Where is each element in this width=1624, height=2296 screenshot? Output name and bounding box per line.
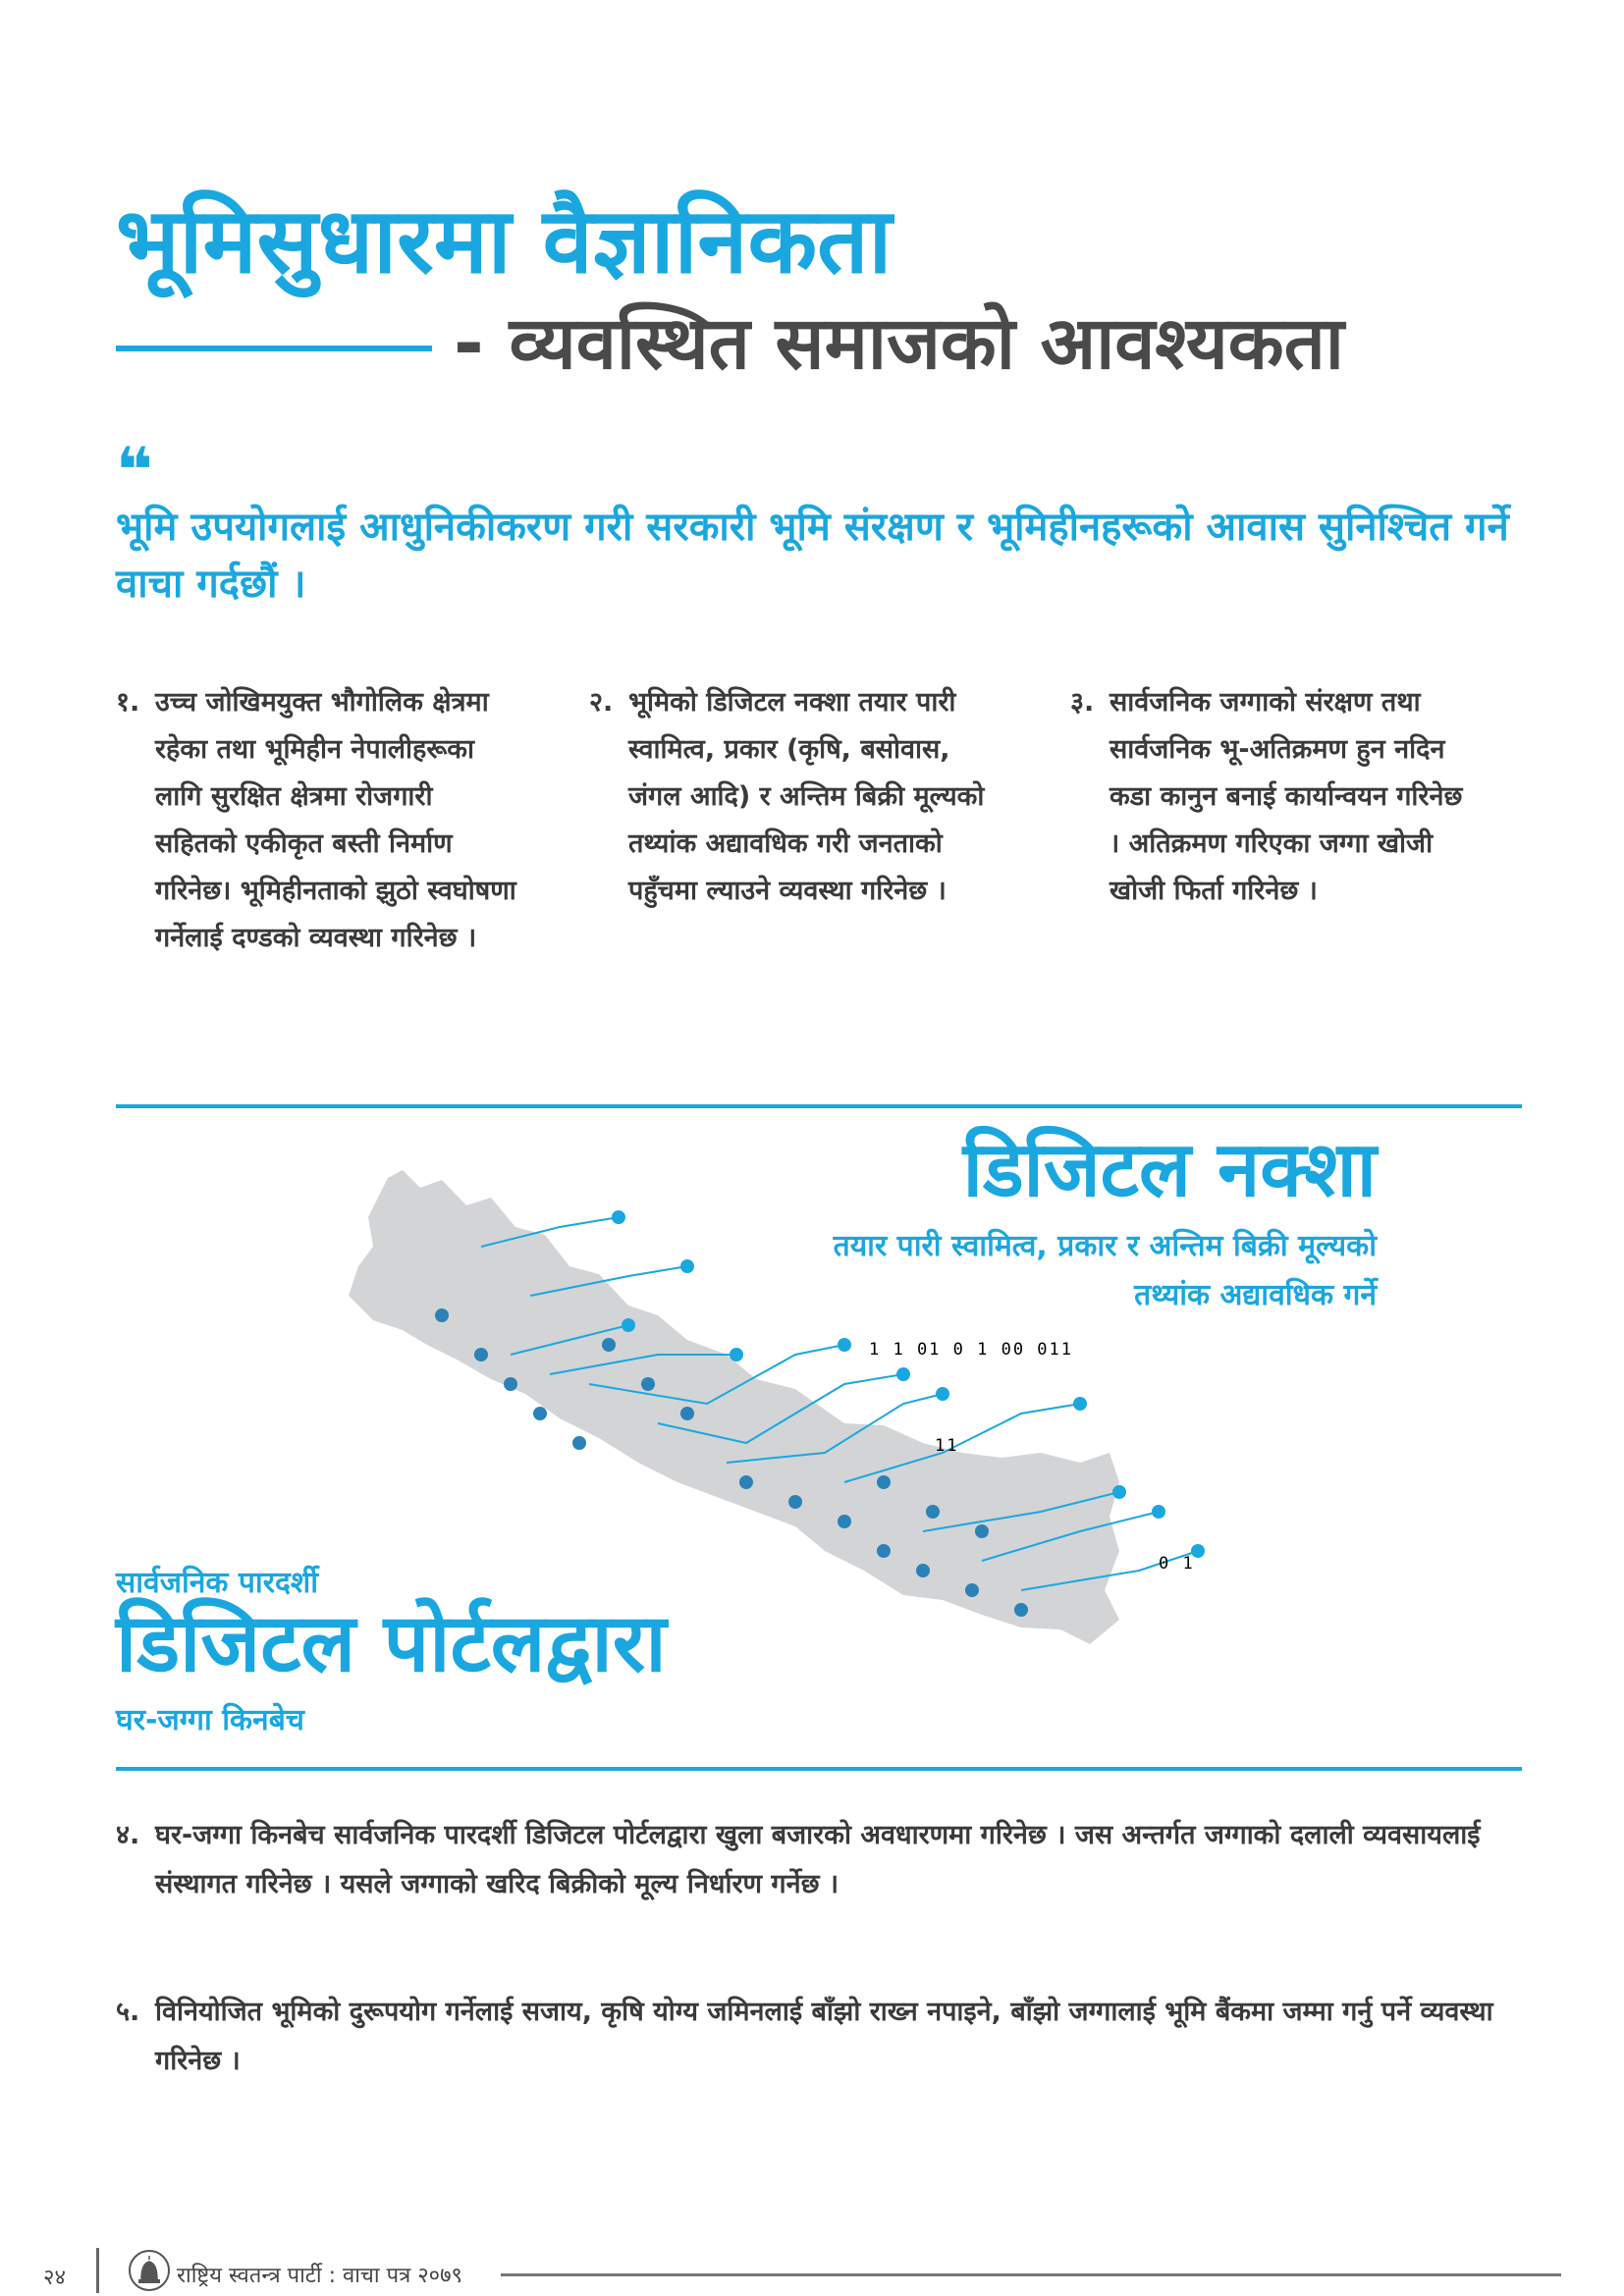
binary-decoration: 11 [935, 1436, 959, 1456]
binary-decoration: 0 1 [1159, 1554, 1195, 1574]
point-3 [1070, 679, 1473, 915]
page-number: २४ [43, 2266, 66, 2290]
portal-kicker: सार्वजनिक पारदर्शी [116, 1566, 319, 1600]
point-1 [116, 679, 518, 962]
pledge-quote: भूमि उपयोगलाई आधुनिकीकरण गरी सरकारी भूमि संरक्षण र भूमिहीनहरूको आवास सुनिश्चित गर्ने वाचा गर्दछौं । [116, 505, 1509, 607]
title-divider [116, 346, 432, 351]
point-number: ३. [1070, 687, 1095, 718]
point-number: १. [116, 687, 140, 718]
digital-map-heading: डिजिटल नक्शा [962, 1126, 1377, 1214]
page-title: भूमिसुधारमा वैज्ञानिकता [116, 188, 893, 294]
point-number: ५. [116, 1997, 140, 2027]
point-text: भूमिको डिजिटल नक्शा तयार पारी स्वामित्व, प्रकार (कृषि, बसोवास, जंगल आदि) र अन्तिम बिक्री मूल्यको तथ्यांक अद्यावधिक गरी जनताको पहुँचमा ल्याउने व्यवस्था गरिनेछ । [628, 687, 985, 906]
page-subtitle: - व्यवस्थित समाजको आवश्यकता [454, 301, 1344, 386]
point-2 [589, 679, 992, 915]
point-number: २. [589, 687, 614, 718]
portal-heading: डिजिटल पोर्टलद्वारा [116, 1597, 667, 1690]
bell-logo-icon [128, 2248, 171, 2293]
footer-title: राष्ट्रिय स्वतन्त्र पार्टी : वाचा पत्र २०७९ [177, 2264, 462, 2288]
point-4 [116, 1811, 1510, 1909]
section-divider-bottom [116, 1767, 1522, 1771]
point-text: सार्वजनिक जग्गाको संरक्षण तथा सार्वजनिक भू-अतिक्रमण हुन नदिन कडा कानुन बनाई कार्यान्वयन गरिनेछ । अतिक्रमण गरिएका जग्गा खोजी खोजी फिर्ता गरिनेछ । [1110, 687, 1463, 906]
footer-separator [96, 2248, 99, 2293]
point-5 [116, 1988, 1510, 2086]
section-divider-top [116, 1104, 1522, 1108]
point-text: उच्च जोखिमयुक्त भौगोलिक क्षेत्रमा रहेका तथा भूमिहीन नेपालीहरूका लागि सुरक्षित क्षेत्रमा रोजगारी सहितको एकीकृत बस्ती निर्माण गरिनेछ। भूमिहीनताको झुठो स्वघोषणा गर्नेलाई दण्डको व्यवस्था गरिनेछ । [155, 687, 516, 953]
binary-decoration: 1 1 01 0 1 00 011 [869, 1340, 1073, 1360]
point-text: विनियोजित भूमिको दुरूपयोग गर्नेलाई सजाय, कृषि योग्य जमिनलाई बाँझो राख्न नपाइने, बाँझो जग्गालाई भूमि बैंकमा जम्मा गर्नु पर्ने व्यवस्था गरिनेछ । [155, 1997, 1493, 2076]
point-number: ४. [116, 1820, 140, 1850]
quote-icon: ❝ [116, 435, 153, 507]
digital-map-subheading: तयार पारी स्वामित्व, प्रकार र अन्तिम बिक्री मूल्यको तथ्यांक अद्यावधिक गर्ने [833, 1229, 1377, 1312]
point-text: घर-जग्गा किनबेच सार्वजनिक पारदर्शी डिजिटल पोर्टलद्वारा खुला बजारको अवधारणमा गरिनेछ । जस अन्तर्गत जग्गाको दलाली व्यवसायलाई संस्थागत गरिनेछ । यसले जग्गाको खरिद बिक्रीको मूल्य निर्धारण गर्नेछ । [155, 1820, 1481, 1899]
footer-rule [501, 2273, 1561, 2276]
portal-subheading: घर-जग्गा किनबेच [116, 1703, 304, 1737]
